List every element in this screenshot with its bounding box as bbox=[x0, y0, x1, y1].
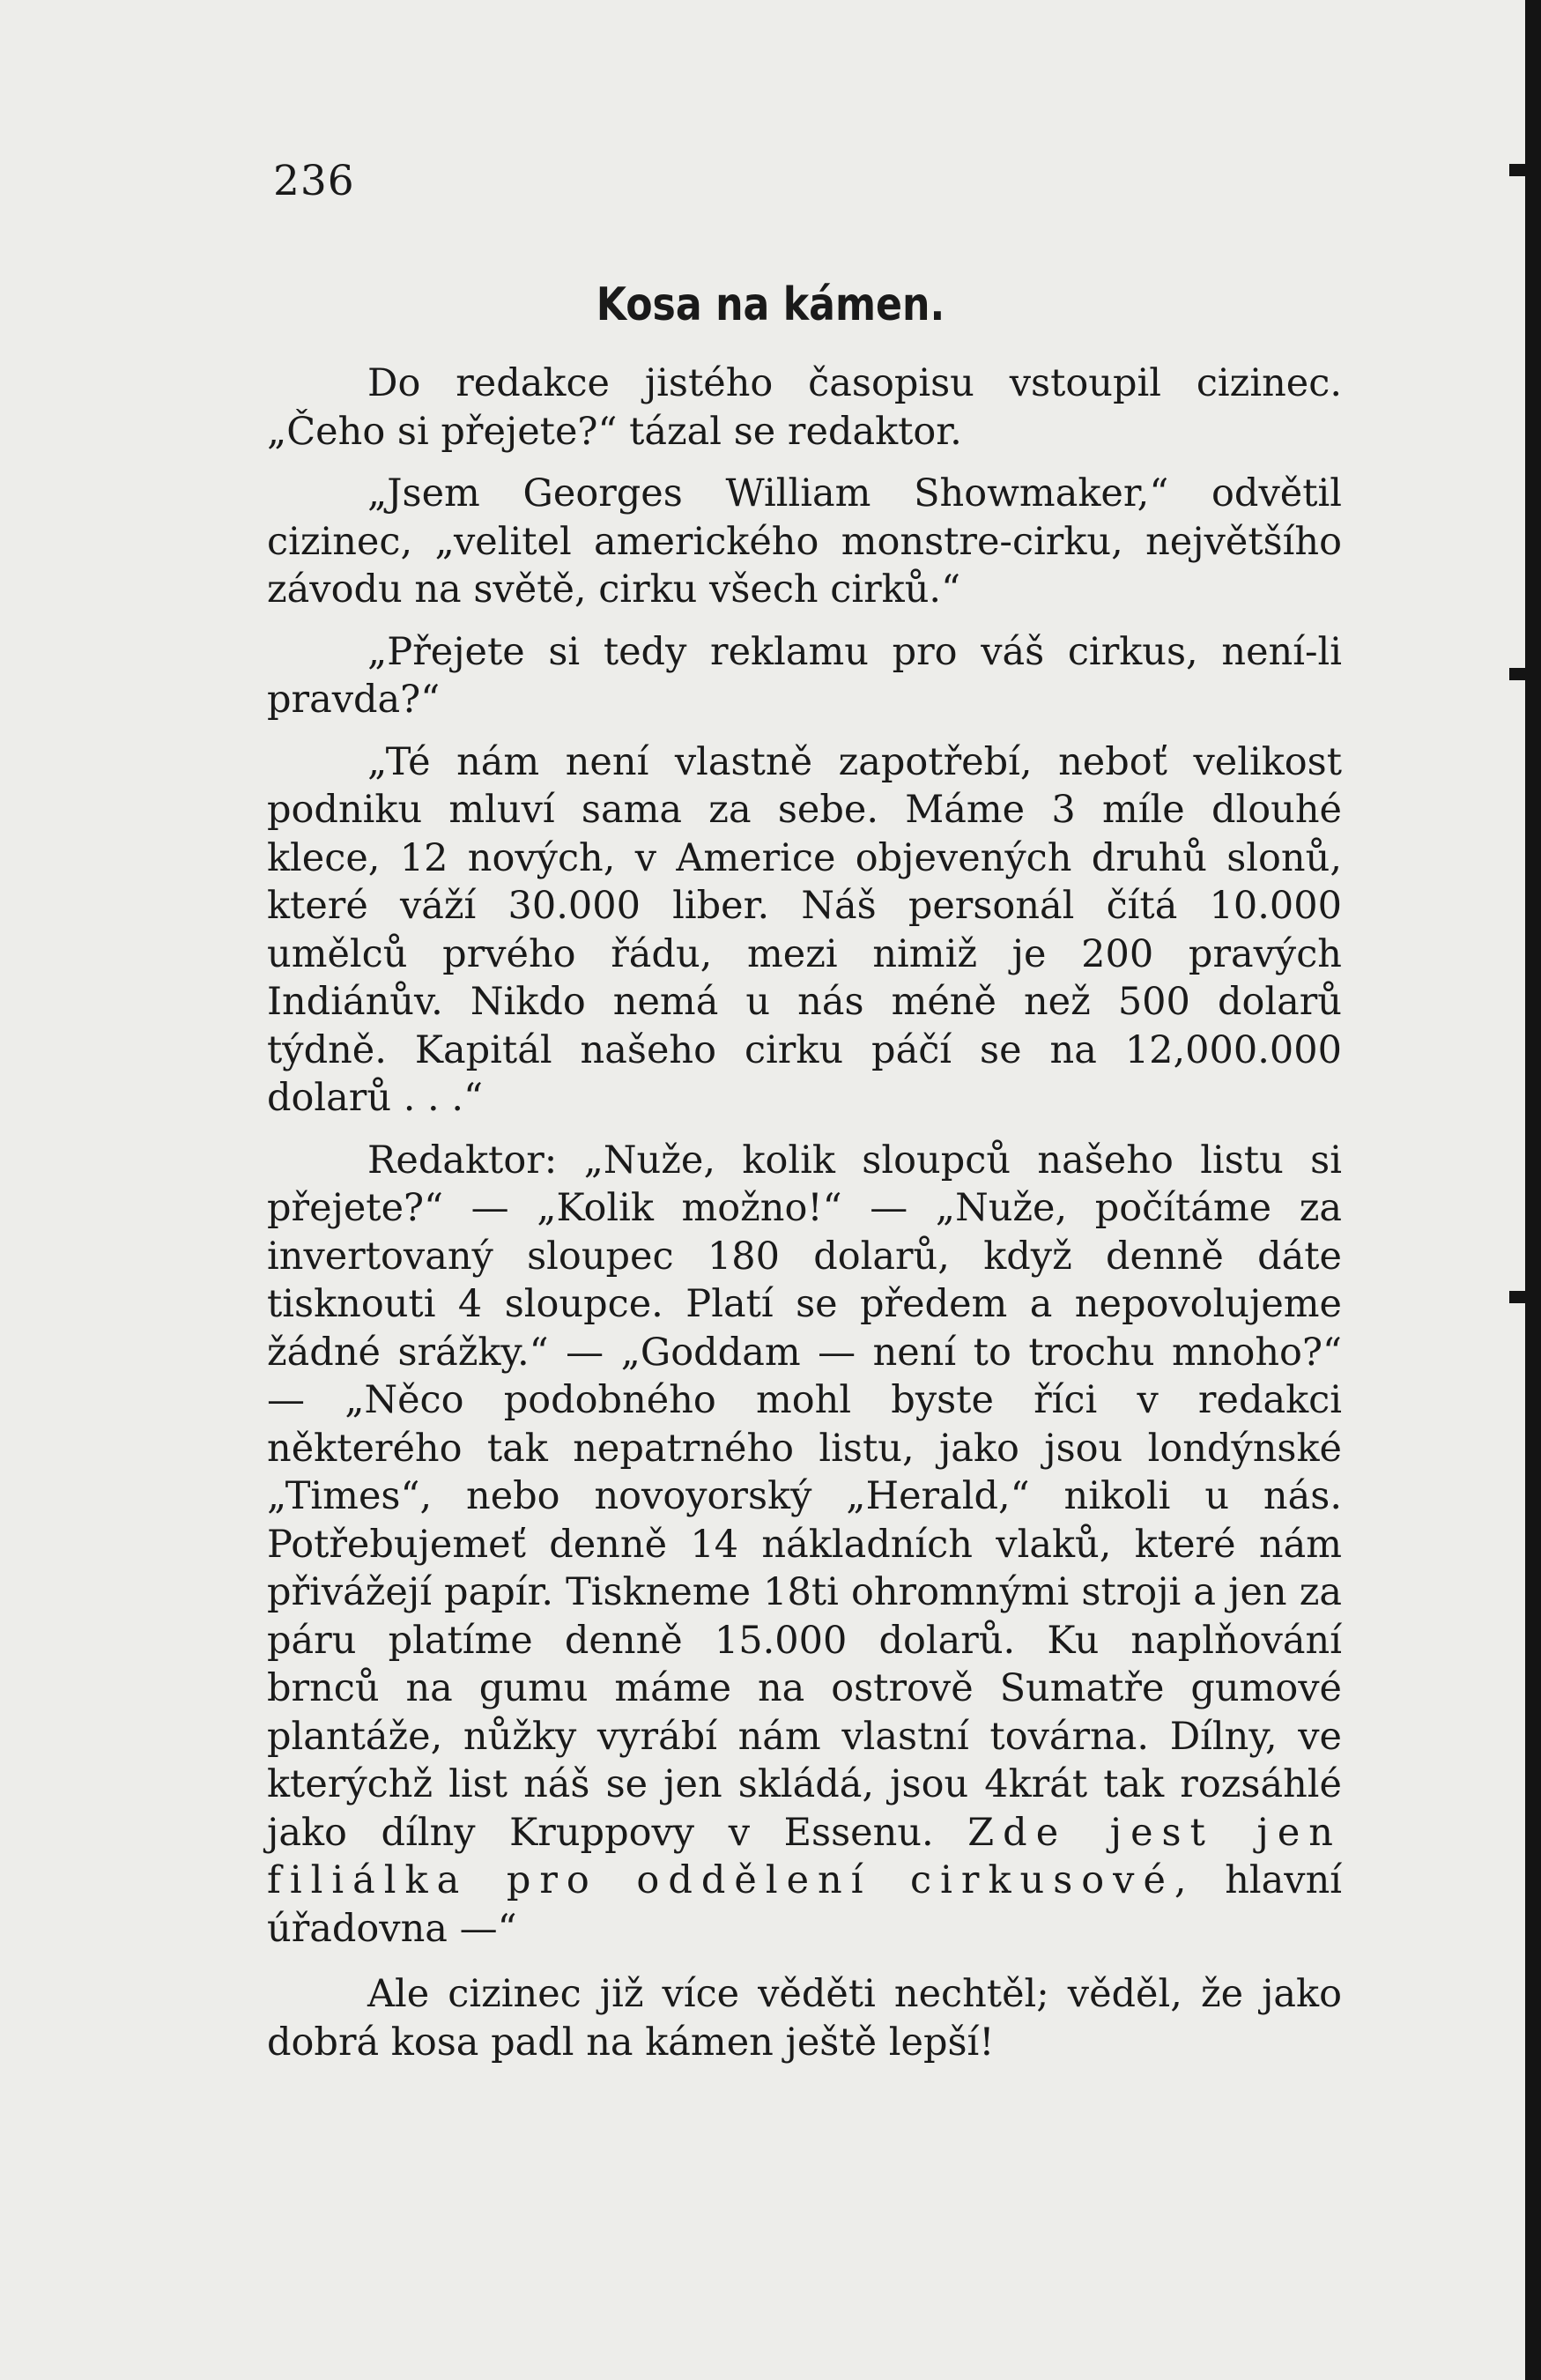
page-title: Kosa na kámen. bbox=[596, 278, 945, 331]
paragraph: Do redakce jistého časopisu vstoupil cizinec. „Čeho si přejete?“ tázal se redaktor. bbox=[267, 361, 1342, 454]
paragraph: „Jsem Georges William Showmaker,“ odvětil cizinec, „velitel amerického monstre-cirku, největšího závodu na světě, cirku všech cirků.“ bbox=[267, 471, 1342, 612]
page-edge-tab bbox=[1509, 668, 1529, 680]
paragraph: „Přejete si tedy reklamu pro váš cirkus, není-li pravda?“ bbox=[267, 629, 1342, 722]
dialogue-paragraph bbox=[267, 1137, 1342, 1954]
page-edge-tab bbox=[1509, 1291, 1529, 1303]
page-number: 236 bbox=[273, 157, 355, 205]
page-edge-tab bbox=[1509, 164, 1529, 176]
closing-paragraph: Ale cizinec již více věděti nechtěl; věděl, že jako dobrá kosa padl na kámen ještě lepší! bbox=[267, 1972, 1342, 2065]
dialogue-text: Redaktor: „Nuže, kolik sloupců našeho listu si přejete?“ — „Kolik možno!“ — „Nuže, počítáme za invertovaný sloupec 180 dolarů, když denně dáte tisknouti 4 sloupce. Platí se předem a nepovolujeme žádné srážky.“ — „Goddam — není to trochu mnoho?“ — „Něco podobného mohl byste říci v redakci některého tak nepatrného listu, jako jsou londýnské „Times“, nebo novoyorský „Herald,“ nikoli u nás. Potřebujemeť denně 14 nákladních vlaků, které nám přivážejí papír. Tiskneme 18ti ohromnými stroji a jen za páru platíme denně 15.000 dolarů. Ku naplňování brnců na gumu máme na ostrově Sumatře gumové plantáže, nůžky vyrábí nám vlastní továrna. Dílny, ve kterýchž list náš se jen skládá, jsou 4krát tak rozsáhlé jako dílny Kruppovy v Essenu. bbox=[267, 1138, 1342, 1855]
dialogue-text-end: hlavní úřadovna —“ bbox=[267, 1858, 1343, 1951]
article-body bbox=[267, 360, 1342, 2080]
page-edge-shadow bbox=[1525, 0, 1541, 2380]
paragraph: „Té nám není vlastně zapotřebí, neboť velikost podniku mluví sama za sebe. Máme 3 míle dlouhé klece, 12 nových, v Americe objevených druhů slonů, které váží 30.000 liber. Náš personál čítá 10.000 umělců prvého řádu, mezi nimiž je 200 pravých Indiánův. Nikdo nemá u nás méně než 500 dolarů týdně. Kapitál našeho cirku páčí se na 12,000.000 dolarů . . .“ bbox=[267, 739, 1342, 1120]
spaced-emphasis: Zde jest jen filiálka pro oddělení cirkusové, bbox=[267, 1810, 1342, 1902]
